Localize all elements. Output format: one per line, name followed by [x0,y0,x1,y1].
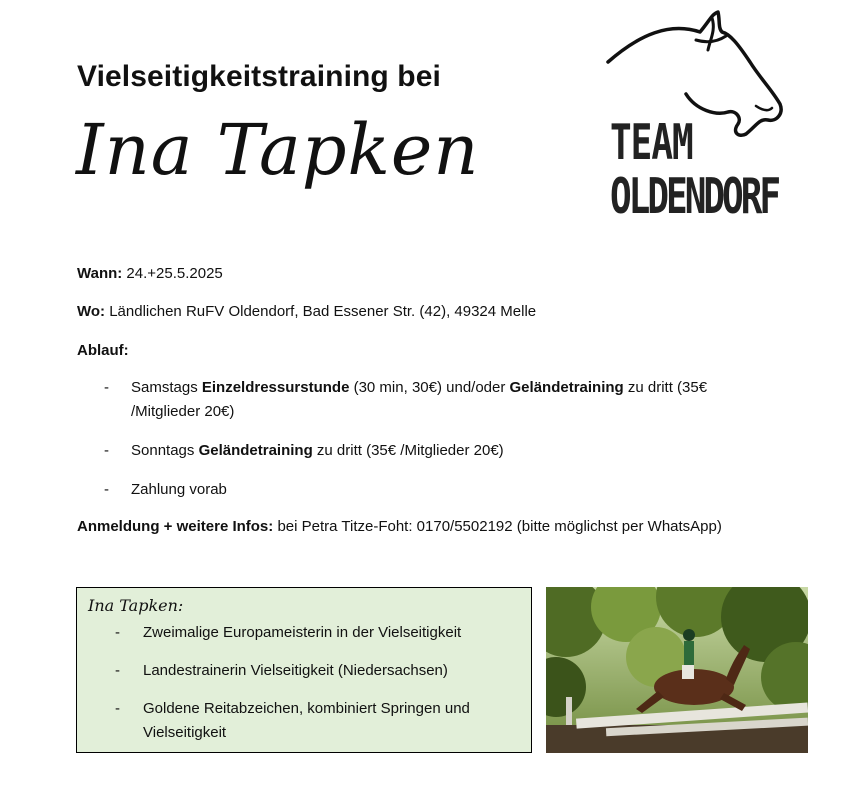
info-list-item-text: Landestrainerin Vielseitigkeit (Niedersachsen) [143,662,448,679]
team-oldendorf-logo [600,10,810,226]
ablauf-label: Ablauf: [77,342,129,359]
logo-oldendorf-text: OLDENDORF [610,170,779,226]
bullet-dash: - [104,379,109,396]
wo-value: Ländlichen RuFV Oldendorf, Bad Essener Str. (42), 49324 Melle [105,303,537,320]
bullet-dash: - [104,442,109,459]
anmeldung-value: bei Petra Titze-Foht: 0170/5502192 (bitte möglichst per WhatsApp) [273,518,722,535]
info-list-item [115,621,525,645]
info-list-item [115,659,525,683]
wo-line [77,300,536,324]
ablauf-item [104,376,764,424]
ablauf-item [104,439,764,463]
bullet-dash: - [104,481,109,498]
wann-line [77,262,223,286]
ablauf-item-text: Samstags Einzeldressurstunde (30 min, 30€) und/oder Geländetraining zu dritt (35€ /Mitglieder 20€) [131,379,708,420]
wann-label: Wann: [77,265,123,282]
trainer-info-box [76,587,532,753]
ablauf-item [104,478,764,502]
bullet-dash: - [115,624,120,641]
info-list-item-text: Goldene Reitabzeichen, kombiniert Springen und Vielseitigkeit [143,700,470,741]
bullet-dash: - [115,662,120,679]
info-list-item-text: Zweimalige Europameisterin in der Vielseitigkeit [143,624,462,641]
info-box-heading: Ina Tapken: [88,596,184,615]
info-list-item [115,697,525,745]
wann-value: 24.+25.5.2025 [122,265,223,282]
subtitle: Vielseitigkeitstraining bei [77,60,441,93]
ablauf-item-text: Zahlung vorab [131,481,227,498]
page-title: Ina Tapken [76,109,480,191]
bullet-dash: - [115,700,120,717]
anmeldung-line [77,515,737,539]
ablauf-item-text: Sonntags Geländetraining zu dritt (35€ /Mitglieder 20€) [131,442,504,459]
horse-jump-photo [546,587,808,753]
wo-label: Wo: [77,303,106,320]
logo-team-text: TEAM [610,116,693,172]
anmeldung-label: Anmeldung + weitere Infos: [77,518,274,535]
